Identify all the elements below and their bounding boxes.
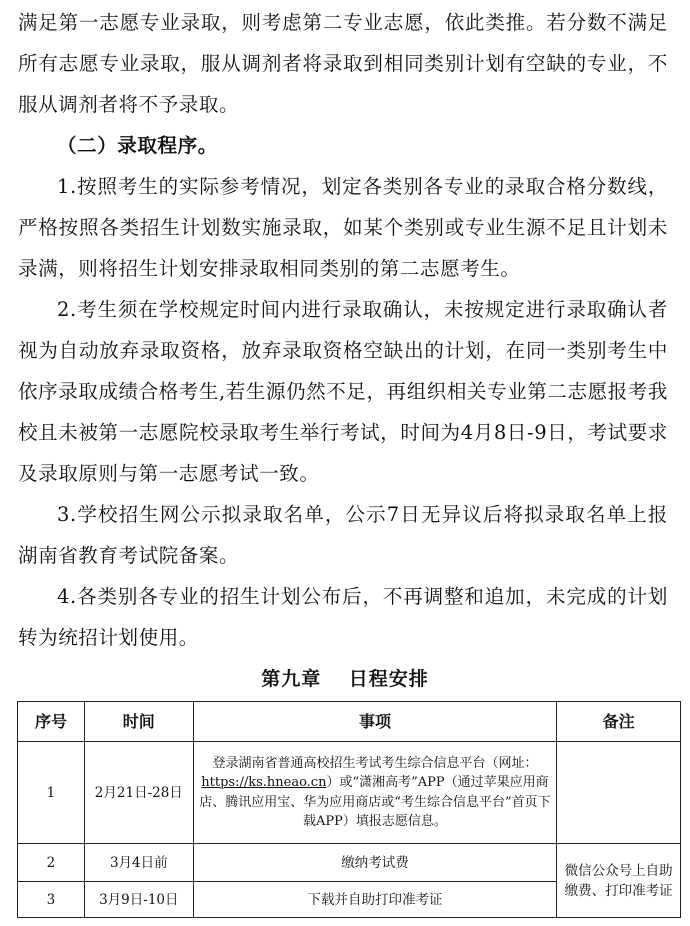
- section-heading-admission-procedure: （二）录取程序。: [57, 134, 218, 157]
- paragraph-admission-rules: 满足第一志愿专业录取，则考虑第二专业志愿，依此类推。若分数不满足所有志愿专业录取，服从调剂者将录取到相同类别计划有空缺的专业，不服从调剂者将不予录取。: [18, 11, 668, 116]
- row-time: 3月4日前: [84, 844, 193, 882]
- paragraph-procedure-2: 2.考生须在学校规定时间内进行录取确认，未按规定进行录取确认者视为自动放弃录取资格，放弃录取资格空缺出的计划，在同一类别考生中依序录取成绩合格考生,若生源仍然不足，再组织相关专业第二志愿报考我校且未被第一志愿院校录取考生举行考试，时间为4月8日-9日，考试要求及录取原则与第一志愿考试一致。: [18, 298, 668, 485]
- table-header-row: [18, 702, 681, 742]
- row-number: 3: [18, 882, 85, 918]
- header-time: 时间: [84, 702, 193, 742]
- paragraph-procedure-4: 4.各类别各专业的招生计划公布后，不再调整和追加，未完成的计划转为统招计划使用。: [18, 585, 668, 649]
- row-note: 微信公众号上自助缴费、打印准考证: [557, 844, 681, 918]
- header-matter: 事项: [193, 702, 556, 742]
- platform-url-link[interactable]: https://ks.hneao.cn: [201, 775, 327, 790]
- row-matter: 下载并自助打印准考证: [193, 882, 556, 918]
- chapter-title: 第九章 日程安排: [261, 668, 429, 690]
- matter-text-before-url: 登录湖南省普通高校招生考试考生综合信息平台（网址：: [212, 755, 538, 771]
- row-time: 3月9日-10日: [84, 882, 193, 918]
- table-row: [18, 742, 681, 844]
- paragraph-procedure-3: 3.学校招生网公示拟录取名单，公示7日无异议后将拟录取名单上报湖南省教育考试院备案。: [18, 503, 668, 567]
- row-number: 1: [18, 742, 85, 844]
- row-note: [557, 742, 681, 844]
- header-note: 备注: [557, 702, 681, 742]
- table-row: [18, 844, 681, 882]
- header-number: 序号: [18, 702, 85, 742]
- row-number: 2: [18, 844, 85, 882]
- schedule-table: [17, 701, 681, 918]
- row-matter: [193, 742, 556, 844]
- paragraph-procedure-1: 1.按照考生的实际参考情况，划定各类别各专业的录取合格分数线，严格按照各类招生计划数实施录取，如某个类别或专业生源不足且计划未录满，则将招生计划安排录取相同类别的第二志愿考生。: [18, 175, 668, 280]
- row-matter: 缴纳考试费: [193, 844, 556, 882]
- row-time: 2月21日-28日: [84, 742, 193, 844]
- matter-text-after-url: ）或“潇湘高考”APP（通过苹果应用商店、腾讯应用宝、华为应用商店或“考生综合信息平台”首页下载APP）填报志愿信息。: [199, 775, 551, 829]
